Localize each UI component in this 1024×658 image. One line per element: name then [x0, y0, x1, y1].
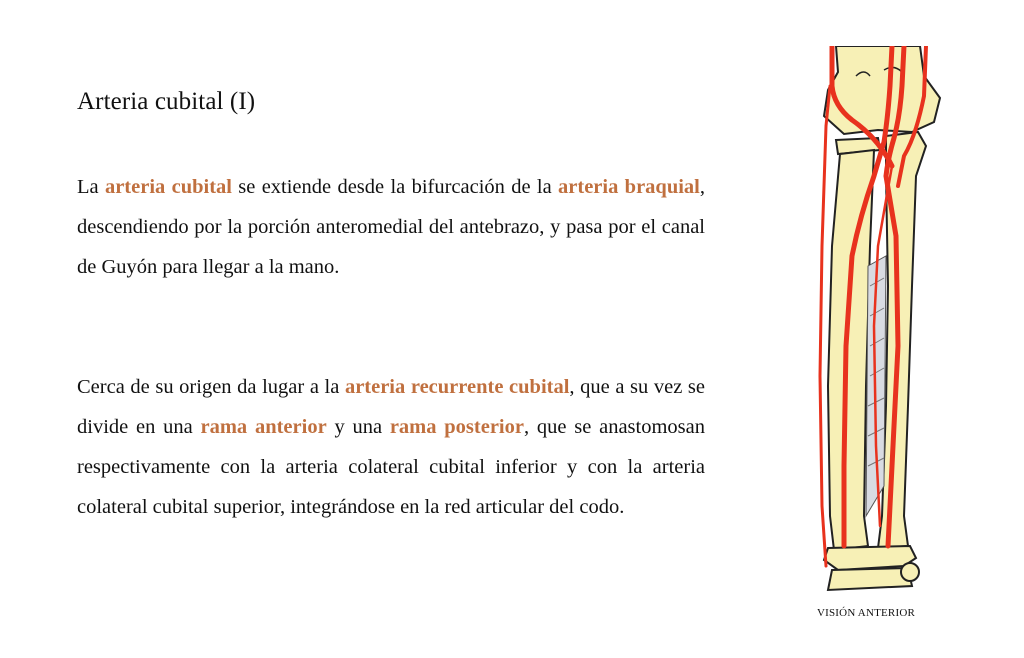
- paragraph-origin: [77, 167, 705, 287]
- highlighted-term: arteria recurrente cubital: [344, 376, 570, 398]
- highlighted-term: rama anterior: [200, 416, 327, 438]
- highlighted-term: arteria cubital: [104, 176, 232, 198]
- page-title: Arteria cubital (I): [77, 88, 256, 115]
- highlighted-term: rama posterior: [389, 416, 524, 438]
- highlighted-term: arteria braquial: [558, 176, 700, 198]
- paragraph-recurrent-branch: [77, 367, 705, 527]
- body-text: La: [77, 176, 105, 198]
- body-text: Cerca de su origen da lugar a la: [77, 376, 345, 398]
- body-text: se extiende desde la bifurcación de la: [231, 176, 559, 198]
- forearm-anatomy-illustration: [808, 46, 948, 596]
- figure-caption: VISIÓN ANTERIOR: [816, 607, 916, 619]
- body-text: y una: [326, 416, 390, 438]
- body-text: , descendiendo por la porción anteromedial del antebrazo, y pasa por el canal de Guyón para llegar a la mano.: [77, 176, 705, 278]
- body-text: , que se anastomosan respectivamente con la arteria colateral cubital inferior y con la arteria colateral cubital superior, integrándose en la red articular del codo.: [77, 416, 705, 518]
- body-text: , que a su vez se divide en una: [77, 376, 706, 438]
